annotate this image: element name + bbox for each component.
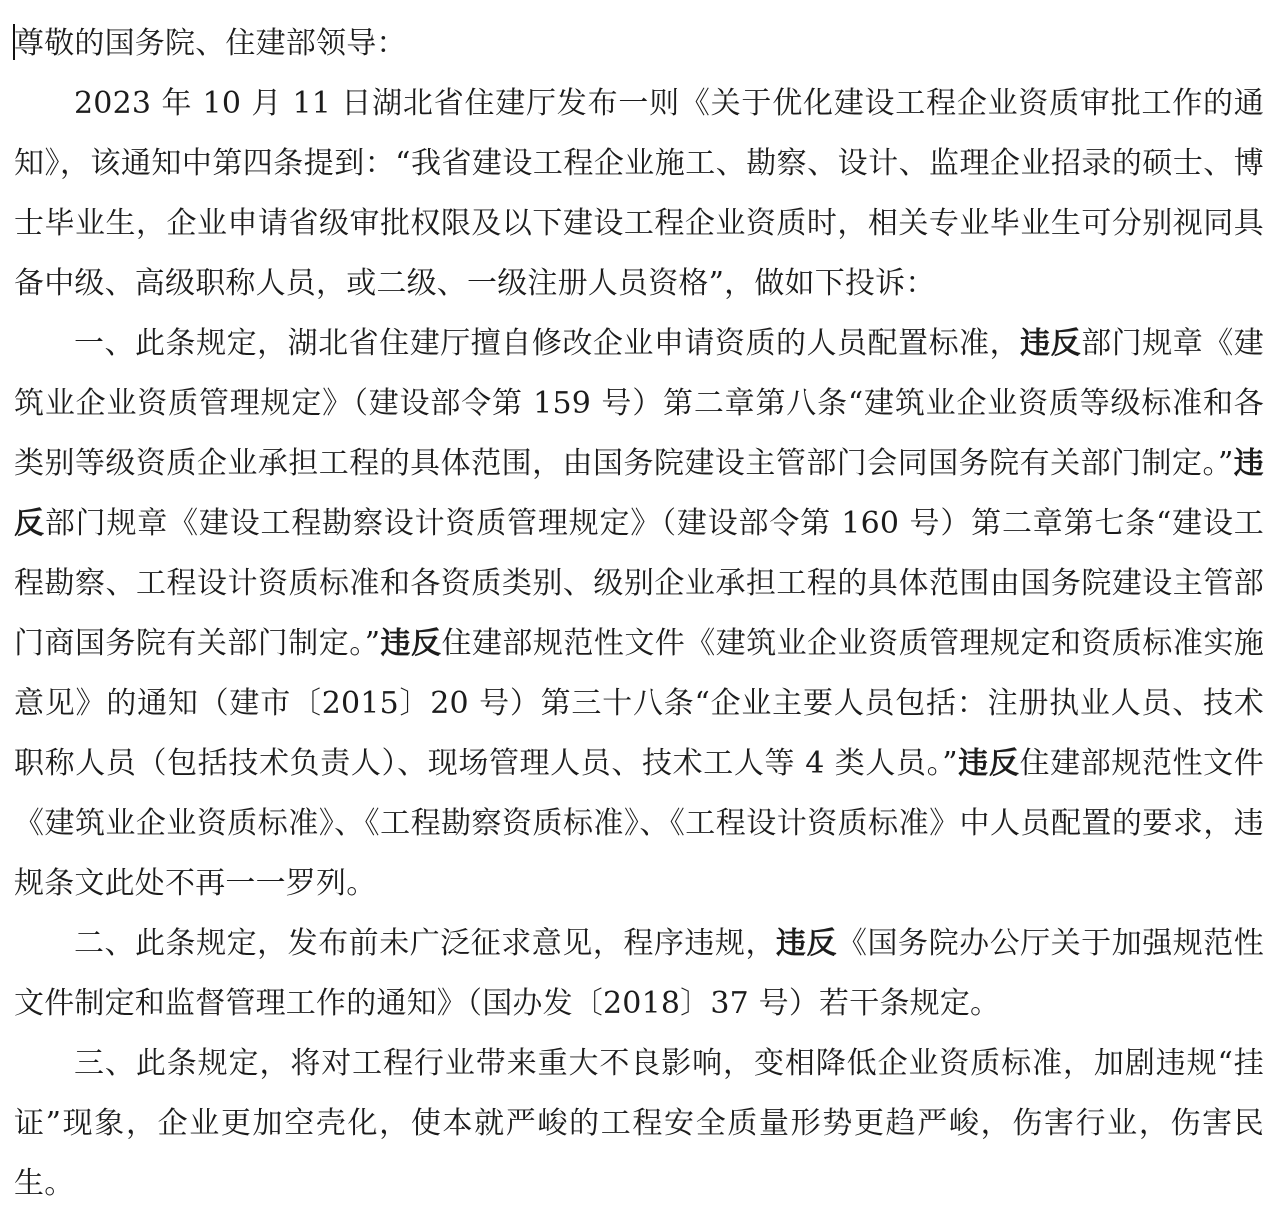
intro-paragraph: 2023 年 10 月 11 日湖北省住建厅发布一则《关于优化建设工程企业资质审批工作的通知》，该通知中第四条提到：“我省建设工程企业施工、勘察、设计、监理企业招录的硕士、博士毕业生，企业申请省级审批权限及以下建设工程企业资质时，相关专业毕业生可分别视同具备中级、高级职称人员，或二级、一级注册人员资格”，做如下投诉： <box>14 86 1264 301</box>
violation-label: 违反 <box>380 626 442 661</box>
violation-label: 违反 <box>957 746 1020 781</box>
point1-text-3: 部门规章《建设工程勘察设计资质管理规定》（建设部令第 160 号）第二章第七条“建设工程勘察、工程设计资质标准和各资质类别、级别企业承担工程的具体范围由国务院建设主管部门商国务院有关部门制定。” <box>14 506 1264 661</box>
point2-text-1: 二、此条规定，发布前未广泛征求意见，程序违规， <box>74 926 776 961</box>
salutation: 尊敬的国务院、住建部领导： <box>14 26 407 61</box>
document-body <box>14 14 1264 1214</box>
complaint-point-3: 三、此条规定，将对工程行业带来重大不良影响，变相降低企业资质标准，加剧违规“挂证”现象，企业更加空壳化，使本就严峻的工程安全质量形势更趋严峻，伤害行业，伤害民生。 <box>14 1046 1264 1201</box>
violation-label: 违反 <box>14 446 1264 541</box>
point2-text-2: 《国务院办公厅关于加强规范性文件制定和监督管理工作的通知》（国办发〔2018〕37 号）若干条规定。 <box>14 926 1264 1021</box>
violation-label: 违反 <box>1020 326 1082 361</box>
point1-text-1: 一、此条规定，湖北省住建厅擅自修改企业申请资质的人员配置标准， <box>74 326 1021 361</box>
violation-label: 违反 <box>775 926 838 961</box>
point1-text-5: 住建部规范性文件《建筑业企业资质标准》、《工程勘察资质标准》、《工程设计资质标准》中人员配置的要求，违规条文此处不再一一罗列。 <box>14 746 1265 901</box>
point1-text-2: 部门规章《建筑业企业资质管理规定》（建设部令第 159 号）第二章第八条“建筑业企业资质等级标准和各类别等级资质企业承担工程的具体范围，由国务院建设主管部门会同国务院有关部门制定。” <box>14 326 1265 481</box>
point1-text-4: 住建部规范性文件《建筑业企业资质管理规定和资质标准实施意见》的通知（建市〔2015〕20 号）第三十八条“企业主要人员包括：注册执业人员、技术职称人员（包括技术负责人）、现场管理人员、技术工人等 4 类人员。” <box>14 626 1265 781</box>
complaint-point-2 <box>14 914 1264 1034</box>
complaint-point-1 <box>14 314 1264 914</box>
